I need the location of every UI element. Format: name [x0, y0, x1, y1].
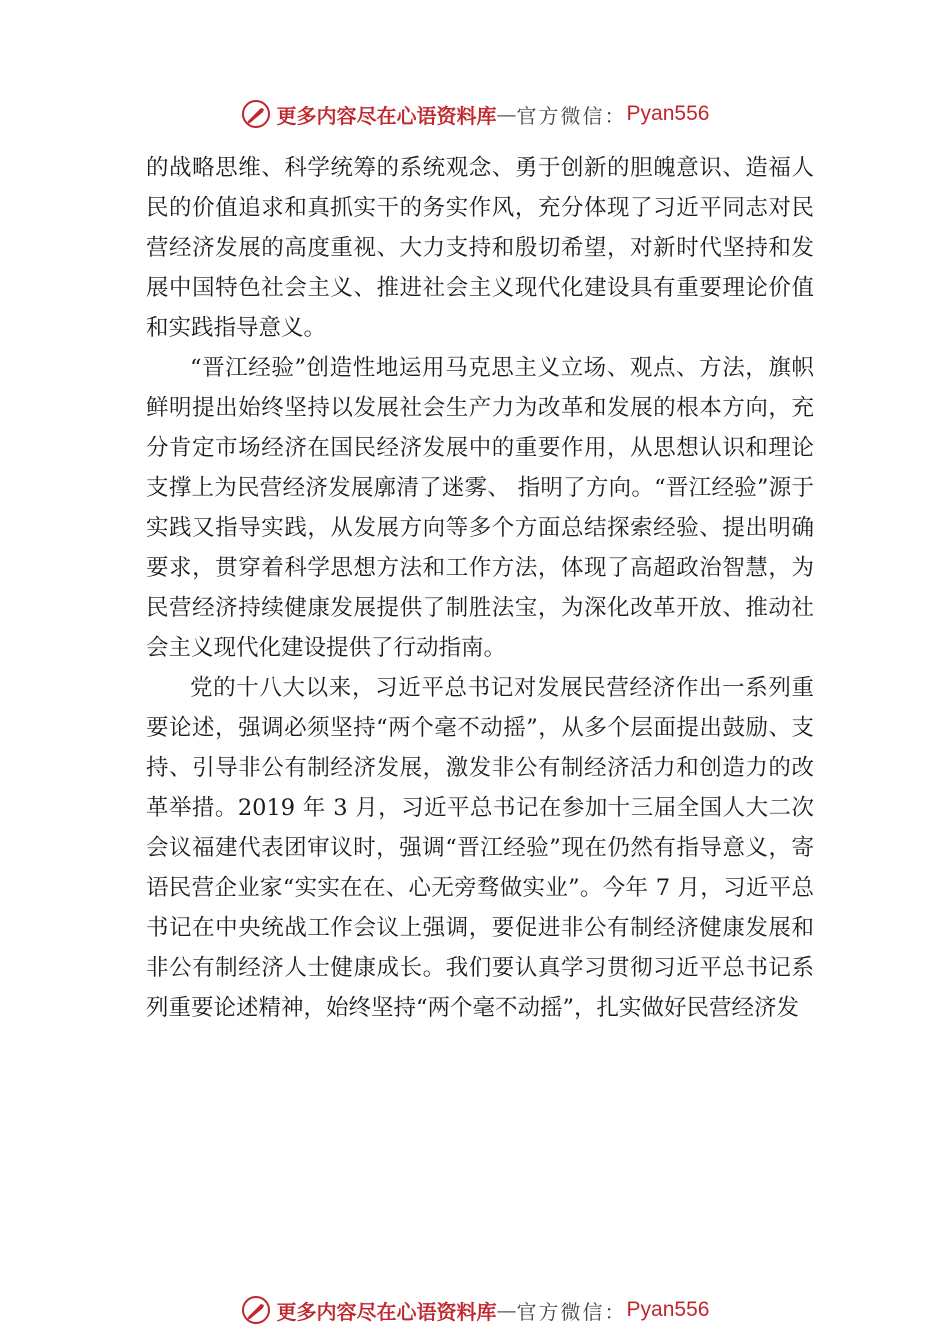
watermark-wechat-label: 官方微信： [516, 103, 627, 128]
quill-logo-icon [241, 99, 271, 129]
watermark-wechat-id: Pyan556 [626, 102, 710, 125]
watermark-separator: — [496, 102, 517, 126]
paragraph-1: 的战略思维、科学统筹的系统观念、勇于创新的胆魄意识、造福人民的价值追求和真抓实干的务实作风，充分体现了习近平同志对民营经济发展的高度重视、大力支持和殷切希望，对新时代坚持和发展中国特色社会主义、推进社会主义现代化建设具有重要理论价值和实践指导意义。 [146, 155, 814, 341]
quill-logo-icon [241, 1295, 271, 1325]
paragraph-2: “晋江经验”创造性地运用马克思主义立场、观点、方法，旗帜鲜明提出始终坚持以发展社会生产力为改革和发展的根本方向，充分肯定市场经济在国民经济发展中的重要作用，从思想认识和理论支撑上为民营经济发展廓清了迷雾、 指明了方向。“晋江经验”源于实践又指导实践，从发展方向等多个方面总结探索经验、提出明确要求，贯穿着科学思想方法和工作方法，体现了高超政治智慧，为民营经济持续健康发展提供了制胜法宝，为深化改革开放、推动社会主义现代化建设提供了行动指南。 [146, 355, 814, 661]
paragraph-3: 党的十八大以来，习近平总书记对发展民营经济作出一系列重要论述，强调必须坚持“两个毫不动摇”，从多个层面提出鼓励、支持、引导非公有制经济发展，激发非公有制经济活力和创造力的改革举措。2019 年 3 月，习近平总书记在参加十三届全国人大二次会议福建代表团审议时，强调“晋江经验”现在仍然有指导意义，寄语民营企业家“实实在在、心无旁骛做实业”。今年 7 月，习近平总书记在中央统战工作会议上强调，要促进非公有制经济健康发展和非公有制经济人士健康成长。我们要认真学习贯彻习近平总书记系列重要论述精神，始终坚持“两个毫不动摇”，扎实做好民营经济发 [146, 675, 814, 1021]
watermark-wechat-label: 官方微信： [516, 1299, 627, 1324]
watermark-brand: 更多内容尽在心语资料库 [276, 103, 497, 128]
watermark-brand: 更多内容尽在心语资料库 [276, 1299, 497, 1324]
document-body [146, 148, 814, 1028]
watermark-separator: — [496, 1298, 517, 1322]
header-watermark [0, 94, 950, 134]
footer-watermark [0, 1290, 950, 1330]
watermark-wechat-id: Pyan556 [626, 1298, 710, 1321]
